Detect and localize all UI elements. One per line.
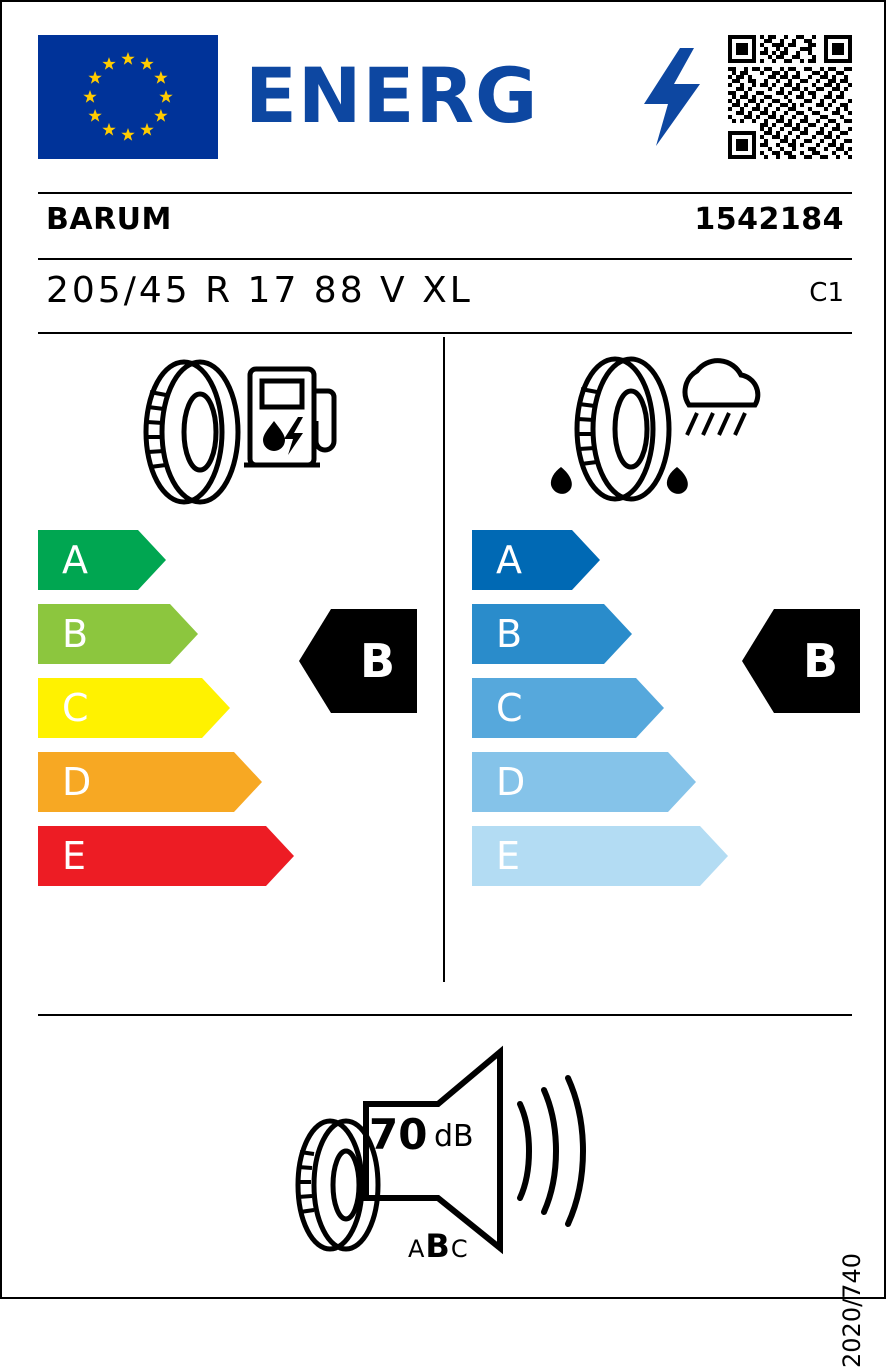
rain-cloud-and-tyre-icon [537, 347, 782, 522]
sku-code: 1542184 [694, 202, 844, 237]
qr-code [728, 35, 852, 159]
wet-grade-c-letter: C [496, 686, 523, 730]
fuel-grade-c-letter: C [62, 686, 89, 730]
vertical-divider [443, 337, 445, 982]
noise-class-b: B [425, 1227, 451, 1265]
fuel-pump-and-tyre-icon [122, 347, 342, 517]
fuel-rating-letter: B [359, 634, 395, 688]
noise-class-c: C [450, 1235, 469, 1263]
label-header [2, 2, 888, 192]
noise-class-scale [408, 1227, 469, 1265]
fuel-grade-d-letter: D [62, 760, 92, 804]
wet-grade-a-letter: A [496, 538, 522, 582]
fuel-grade-e-letter: E [62, 834, 87, 878]
divider-4 [38, 1014, 852, 1016]
wet-rating-marker [742, 609, 860, 713]
wet-grade-d-letter: D [496, 760, 526, 804]
fuel-rating-marker [299, 609, 417, 713]
wet-grade-b-letter: B [496, 612, 523, 656]
fuel-grade-a-letter: A [62, 538, 88, 582]
energ-wordmark: ENERG [245, 51, 539, 140]
noise-class-a: A [408, 1235, 426, 1263]
eu-stars-icon [38, 35, 218, 159]
divider-3 [38, 332, 852, 334]
divider-1 [38, 192, 852, 194]
tyre-class-code: C1 [809, 278, 844, 308]
noise-value: 70 [369, 1110, 428, 1159]
brand-name: BARUM [46, 202, 172, 237]
divider-2 [38, 258, 852, 260]
tyre-size: 205/45 R 17 88 V XL [46, 270, 473, 311]
noise-unit: dB [434, 1119, 474, 1154]
wet-grade-e-letter: E [496, 834, 521, 878]
fuel-grade-b-letter: B [62, 612, 89, 656]
eu-flag [38, 35, 218, 159]
lightning-bolt-icon [642, 48, 702, 146]
wet-rating-letter: B [802, 634, 838, 688]
regulation-reference: 2020/740 [838, 1253, 866, 1368]
